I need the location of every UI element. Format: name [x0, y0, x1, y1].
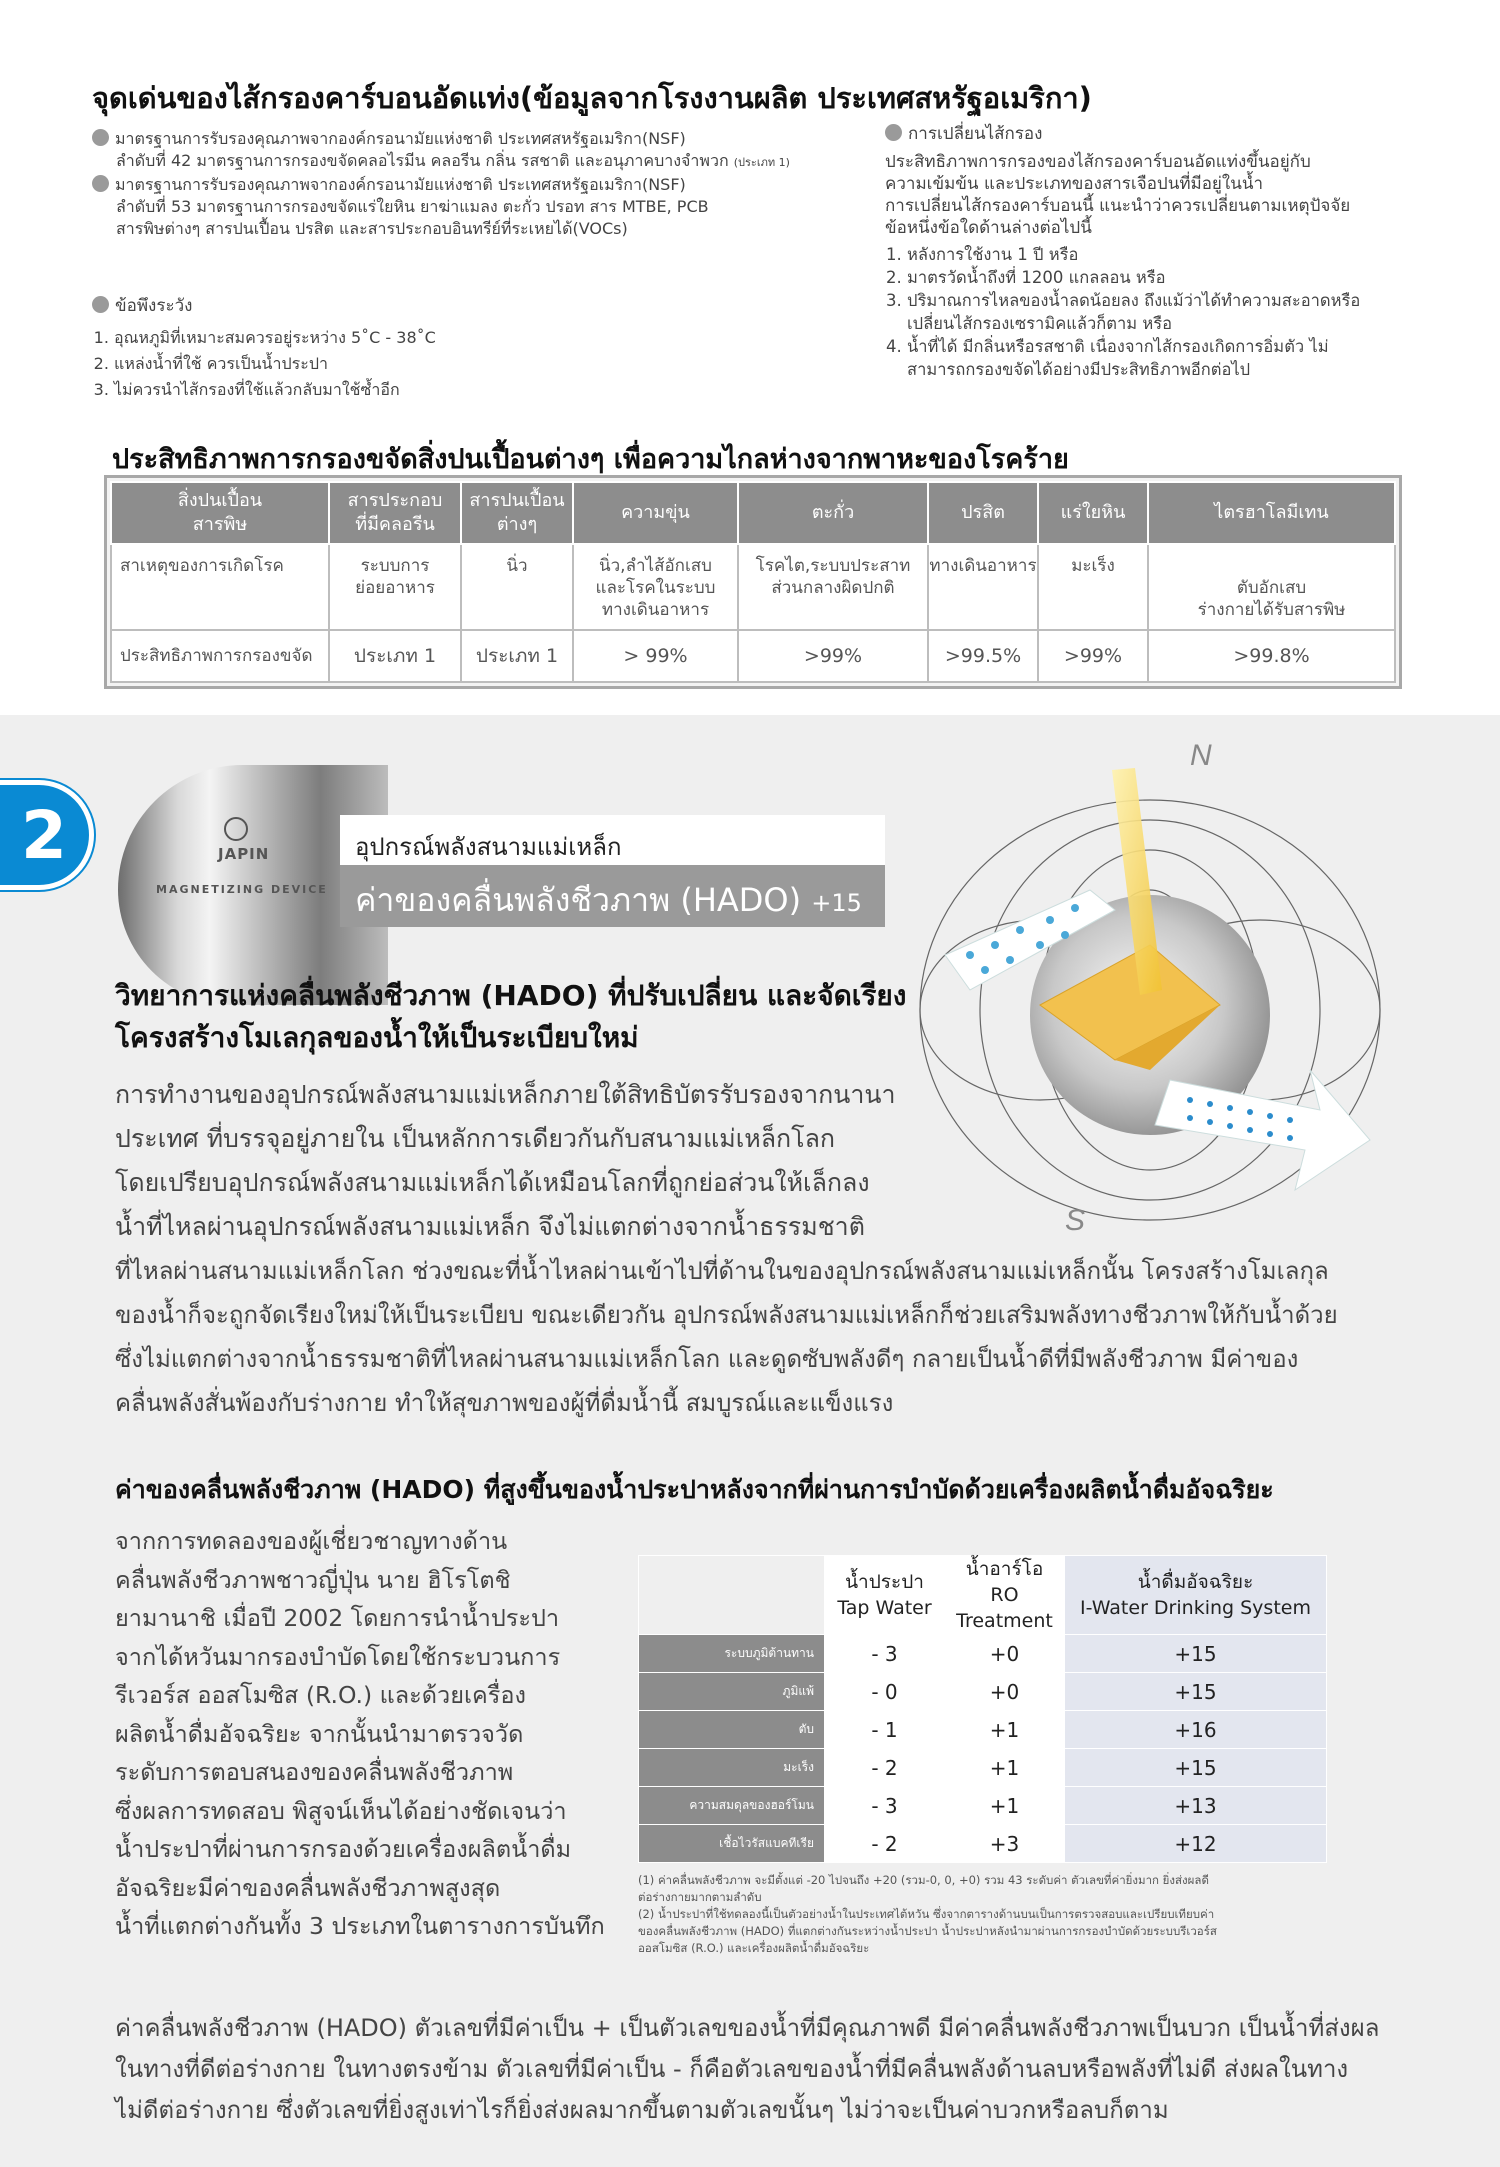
- replace-list: [885, 243, 1425, 381]
- paragraph-line: ประเทศ ที่บรรจุอยู่ภายใน เป็นหลักการเดียวกันกับสนามแม่เหล็กโลก: [115, 1124, 836, 1153]
- table1-header-cell: สารปนเปื้อน ต่างๆ: [461, 482, 573, 544]
- section-number-badge: 2: [0, 780, 94, 890]
- standard-2: [92, 174, 872, 240]
- compass-north: N: [1190, 740, 1212, 772]
- replace-title: การเปลี่ยนไส้กรอง: [908, 124, 1043, 144]
- hado-value-cell: +0: [945, 1673, 1065, 1711]
- device-label: MAGNETIZING DEVICE: [156, 883, 328, 896]
- standard-1-note: (ประเภท 1): [733, 156, 790, 169]
- replace-item: 1. หลังการใช้งาน 1 ปี หรือ: [907, 243, 1425, 266]
- device-logo-icon: [224, 817, 248, 841]
- paragraph-line: ของน้ำก็จะถูกจัดเรียงใหม่ให้เป็นระเบียบ ขณะเดียวกัน อุปกรณ์พลังสนามแม่เหล็กก็ช่วยเสริมพลังทางชีวภาพให้กับน้ำด้วย: [115, 1301, 1338, 1329]
- hado-table-row: [639, 1673, 1327, 1711]
- hado-value-cell: - 0: [825, 1673, 945, 1711]
- caution-item: 1. อุณหภูมิที่เหมาะสมควรอยู่ระหว่าง 5˚C - 38˚C: [114, 325, 512, 351]
- caution-item: 2. แหล่งน้ำที่ใช้ ควรเป็นน้ำประปา: [114, 351, 512, 377]
- paragraph-line: ไม่ดีต่อร่างกาย ซึ่งตัวเลขที่ยิ่งสูงเท่าไรก็ยิ่งส่งผลมากขึ้นตามตัวเลขนั้นๆ ไม่ว่าจะเป็นค่าบวกหรือลบก็ตาม: [115, 2096, 1169, 2124]
- section2-heading-line: โครงสร้างโมเลกุลของน้ำให้เป็นระเบียบใหม่: [115, 1021, 639, 1054]
- table1-cell: > 99%: [573, 630, 738, 682]
- table1-cell: โรคไต,ระบบประสาท ส่วนกลางผิดปกติ: [738, 544, 928, 630]
- caution-title: ข้อพึงระวัง: [115, 296, 193, 316]
- device-brand: JAPIN: [218, 845, 270, 863]
- table1-header-cell: ความขุ่น: [573, 482, 738, 544]
- section1-heading: จุดเด่นของไส้กรองคาร์บอนอัดแท่ง(ข้อมูลจากโรงงานผลิต ประเทศสหรัฐอเมริกา): [92, 81, 1092, 115]
- hado-table-wrapper: [638, 1555, 1327, 1863]
- replace-intro-line: ความเข้มข้น และประเภทของสารเจือปนที่มีอยู่ในน้ำ: [885, 174, 1263, 194]
- paragraph-line: น้ำประปาที่ผ่านการกรองด้วยเครื่องผลิตน้ำดื่ม: [115, 1835, 572, 1863]
- hado-row-label: มะเร็ง: [639, 1749, 825, 1787]
- hado-value: +15: [811, 889, 862, 917]
- note-line: (2) น้ำประปาที่ใช้ทดลองนี้เป็นตัวอย่างน้ำในประเทศไต้หวัน ซึ่งจากตารางด้านบนเป็นการตรวจสอบและเปรียบเทียบค่า: [638, 1907, 1215, 1921]
- paragraph-line: โดยเปรียบอุปกรณ์พลังสนามแม่เหล็กได้เหมือนโลกที่ถูกย่อส่วนให้เล็กลง: [115, 1168, 870, 1197]
- table1-cell: ประเภท 1: [461, 630, 573, 682]
- hado-row-label: เชื้อไวรัสแบคทีเรีย: [639, 1825, 825, 1863]
- hado-row-label: ระบบภูมิต้านทาน: [639, 1635, 825, 1673]
- bullet-dot-icon: [92, 296, 109, 313]
- table1-row-header: สาเหตุของการเกิดโรค: [111, 544, 329, 630]
- hado-table: [638, 1555, 1327, 1863]
- standard-1: [92, 128, 872, 174]
- hado-column-header: น้ำดื่มอัจฉริยะ I-Water Drinking System: [1065, 1556, 1327, 1635]
- paragraph-line: ระดับการตอบสนองของคลื่นพลังชีวภาพ: [115, 1758, 514, 1786]
- hado-value-cell: +1: [945, 1749, 1065, 1787]
- standard-1-line2: ลำดับที่ 42 มาตรฐานการกรองขจัดคลอไรมีน คลอรีน กลิ่น รสชาติ และอนุภาคบางจำพวก: [116, 151, 729, 170]
- hado-value-cell: - 2: [825, 1825, 945, 1863]
- replace-intro-line: ประสิทธิภาพการกรองของไส้กรองคาร์บอนอัดแท่งขึ้นอยู่กับ: [885, 152, 1311, 172]
- section2-heading: [115, 975, 906, 1059]
- bullet-dot-icon: [885, 124, 902, 141]
- paragraph-line: อัจฉริยะมีค่าของคลื่นพลังชีวภาพสูงสุด: [115, 1873, 501, 1902]
- hado-value-cell: +15: [1065, 1635, 1327, 1673]
- paragraph-line: คลื่นพลังชีวภาพชาวญี่ปุ่น นาย ฮิโรโตชิ: [115, 1565, 511, 1594]
- hado-table-row: [639, 1749, 1327, 1787]
- table1-header-cell: ตะกั่ว: [738, 482, 928, 544]
- caution-block: [92, 292, 512, 403]
- hado-column-header: น้ำอาร์โอ RO Treatment: [945, 1556, 1065, 1635]
- hado-value-cell: - 1: [825, 1711, 945, 1749]
- magnetic-field-illustration: [900, 740, 1420, 1240]
- hado-explanation-paragraph: [115, 2008, 1425, 2131]
- caution-list: [92, 325, 512, 403]
- standard-2-line1: มาตรฐานการรับรองคุณภาพจากองค์กรอนามัยแห่งชาติ ประเทศสหรัฐอเมริกา(NSF): [115, 175, 686, 194]
- hado-table-row: [639, 1825, 1327, 1863]
- table1-cell: นิ่ว,ลำไส้อักเสบ และโรคในระบบ ทางเดินอาหาร: [573, 544, 738, 630]
- note-line: ต่อร่างกายมากตามลำดับ: [638, 1890, 762, 1904]
- hado-table-row: [639, 1635, 1327, 1673]
- paragraph-line: ยามานาชิ เมื่อปี 2002 โดยการนำน้ำประปา: [115, 1604, 560, 1632]
- paragraph-line: การทำงานของอุปกรณ์พลังสนามแม่เหล็กภายใต้สิทธิบัตรรับรองจากนานา: [115, 1080, 896, 1109]
- hado-value-cell: +1: [945, 1711, 1065, 1749]
- table1-header-cell: ปรสิต: [928, 482, 1038, 544]
- hado-value-cell: - 3: [825, 1787, 945, 1825]
- main-paragraph: [115, 1249, 1415, 1425]
- table1-header-cell: สารประกอบ ที่มีคลอรีน: [329, 482, 461, 544]
- table1-header-cell: ไตรฮาโลมีเทน: [1148, 482, 1395, 544]
- blank-header-cell: [639, 1556, 825, 1635]
- replace-item: 2. มาตรวัดน้ำถึงที่ 1200 แกลลอน หรือ: [907, 266, 1425, 289]
- standard-1-line1: มาตรฐานการรับรองคุณภาพจากองค์กรอนามัยแห่งชาติ ประเทศสหรัฐอเมริกา(NSF): [115, 129, 686, 148]
- hado-value-cell: +15: [1065, 1749, 1327, 1787]
- replace-intro-line: ข้อหนึ่งข้อใดด้านล่างต่อไปนี้: [885, 218, 1092, 238]
- hado-value-cell: - 3: [825, 1635, 945, 1673]
- paragraph-line: ผลิตน้ำดื่มอัจฉริยะ จากนั้นนำมาตรวจวัด: [115, 1719, 524, 1748]
- paragraph-line: น้ำที่ไหลผ่านอุปกรณ์พลังสนามแม่เหล็ก จึงไม่แตกต่างจากน้ำธรรมชาติ: [115, 1212, 865, 1241]
- hado-value-cell: +15: [1065, 1673, 1327, 1711]
- replace-item: 3. ปริมาณการไหลของน้ำลดน้อยลง ถึงแม้ว่าได้ทำความสะอาดหรือ เปลี่ยนไส้กรองเซรามิคแล้วก็ตาม หรือ: [907, 289, 1425, 335]
- replace-intro: [885, 151, 1425, 239]
- table1-header-cell: สิ่งปนเปื้อน สารพิษ: [111, 482, 329, 544]
- intro-paragraph: [115, 1073, 915, 1249]
- replace-block: [885, 120, 1425, 381]
- standards-block: [92, 128, 872, 240]
- standard-2-line3: สารพิษต่างๆ สารปนเปื้อน ปรสิต และสารประกอบอินทรีย์ที่ระเหยได้(VOCs): [116, 219, 628, 238]
- table1-cell: มะเร็ง: [1038, 544, 1148, 630]
- hado-column-header: น้ำประปา Tap Water: [825, 1556, 945, 1635]
- paragraph-line: คลื่นพลังสั่นพ้องกับร่างกาย ทำให้สุขภาพของผู้ที่ดื่มน้ำนี้ สมบูรณ์และแข็งแรง: [115, 1389, 894, 1417]
- note-line: ของคลื่นพลังชีวภาพ (HADO) ที่แตกต่างกันระหว่างน้ำประปา น้ำประปาหลังนำมาผ่านการกรองบำบัดด้วยระบบรีเวอร์ส: [638, 1924, 1217, 1938]
- hado-value-cell: +16: [1065, 1711, 1327, 1749]
- table1-header-cell: แร่ใยหิน: [1038, 482, 1148, 544]
- hado-value-cell: +1: [945, 1787, 1065, 1825]
- table1-heading: ประสิทธิภาพการกรองขจัดสิ่งปนเปื้อนต่างๆ เพื่อความไกลห่างจากพาหะของโรคร้าย: [112, 444, 1069, 475]
- hado-label: ค่าของคลื่นพลังชีวภาพ (HADO): [355, 881, 802, 919]
- replace-item: 4. น้ำที่ได้ มีกลิ่นหรือรสชาติ เนื่องจากไส้กรองเกิดการอิ่มตัว ไม่ สามารถกรองขจัดได้อย่างมีประสิทธิภาพอีกต่อไป: [907, 335, 1425, 381]
- note-line: ออสโมซิส (R.O.) และเครื่องผลิตน้ำดื่มอัจฉริยะ: [638, 1941, 870, 1955]
- table1-cell: นิ่ว: [461, 544, 573, 630]
- table1-row: [111, 544, 1395, 630]
- paragraph-line: น้ำที่แตกต่างกันทั้ง 3 ประเภทในตารางการบันทึก: [115, 1912, 605, 1940]
- hado-row-label: ความสมดุลของฮอร์โมน: [639, 1787, 825, 1825]
- compass-south: S: [1065, 1204, 1086, 1237]
- table1-cell: >99%: [1038, 630, 1148, 682]
- contaminant-table: [104, 475, 1402, 689]
- paragraph-line: ซึ่งไม่แตกต่างจากน้ำธรรมชาติที่ไหลผ่านสนามแม่เหล็กโลก และดูดซับพลังดีๆ กลายเป็นน้ำดีที่มีพลังชีวภาพ มีค่าของ: [115, 1345, 1299, 1373]
- device-title-box: [340, 815, 885, 927]
- table1-header-row: [111, 482, 1395, 544]
- paragraph-line: ค่าคลื่นพลังชีวภาพ (HADO) ตัวเลขที่มีค่าเป็น + เป็นตัวเลขของน้ำที่มีคุณภาพดี มีค่าคลื่นพลังชีวภาพเป็นบวก เป็นน้ำที่ส่งผล: [115, 2014, 1380, 2042]
- table1-cell: >99.8%: [1148, 630, 1395, 682]
- water-flow-arrow-right: [1155, 1070, 1370, 1190]
- hado-table-row: [639, 1787, 1327, 1825]
- hado-value-cell: +13: [1065, 1787, 1327, 1825]
- paragraph-line: รีเวอร์ส ออสโมซิส (R.O.) และด้วยเครื่อง: [115, 1681, 526, 1709]
- table1-cell: ประเภท 1: [329, 630, 461, 682]
- bullet-dot-icon: [92, 129, 109, 146]
- experiment-paragraph: [115, 1522, 635, 1946]
- hado-table-row: [639, 1711, 1327, 1749]
- standard-2-line2: ลำดับที่ 53 มาตรฐานการกรองขจัดแร่ใยหิน ยาฆ่าแมลง ตะกั่ว ปรอท สาร MTBE, PCB: [116, 197, 709, 216]
- table-notes: [638, 1872, 1408, 1957]
- paragraph-line: จากได้หวันมากรองบำบัดโดยใช้กระบวนการ: [115, 1642, 561, 1671]
- device-title-bottom: [340, 865, 885, 927]
- hado-row-label: ตับ: [639, 1711, 825, 1749]
- table1-cell: ระบบการ ย่อยอาหาร: [329, 544, 461, 630]
- hado-comparison-heading: ค่าของคลื่นพลังชีวภาพ (HADO) ที่สูงขึ้นของน้ำประปาหลังจากที่ผ่านการบำบัดด้วยเครื่องผลิตน้ำดื่มอัจฉริยะ: [115, 1475, 1274, 1504]
- bullet-dot-icon: [92, 175, 109, 192]
- table1-row-header: ประสิทธิภาพการกรองขจัด: [111, 630, 329, 682]
- table1-cell: >99.5%: [928, 630, 1038, 682]
- hado-value-cell: +12: [1065, 1825, 1327, 1863]
- paragraph-line: ที่ไหลผ่านสนามแม่เหล็กโลก ช่วงขณะที่น้ำไหลผ่านเข้าไปที่ด้านในของอุปกรณ์พลังสนามแม่เหล็กนั้น โครงสร้างโมเลกุล: [115, 1257, 1329, 1285]
- device-title-top: อุปกรณ์พลังสนามแม่เหล็ก: [340, 815, 885, 865]
- caution-item: 3. ไม่ควรนำไส้กรองที่ใช้แล้วกลับมาใช้ซ้ำอีก: [114, 377, 512, 403]
- table1-row: [111, 630, 1395, 682]
- hado-value-cell: +0: [945, 1635, 1065, 1673]
- replace-intro-line: การเปลี่ยนไส้กรองคาร์บอนนี้ แนะนำว่าควรเปลี่ยนตามเหตุปัจจัย: [885, 196, 1351, 216]
- paragraph-line: จากการทดลองของผู้เชี่ยวชาญทางด้าน: [115, 1527, 508, 1555]
- table1-cell: ตับอักเสบ ร่างกายได้รับสารพิษ: [1148, 544, 1395, 630]
- note-line: (1) ค่าคลื่นพลังชีวภาพ จะมีตั้งแต่ -20 ไปจนถึง +20 (รวม-0, 0, +0) รวม 43 ระดับค่า ตัวเลขที่ค่ายิ่งมาก ยิ่งส่งผลดี: [638, 1873, 1209, 1887]
- hado-row-label: ภูมิแพ้: [639, 1673, 825, 1711]
- section2-heading-line: วิทยาการแห่งคลื่นพลังชีวภาพ (HADO) ที่ปรับเปลี่ยน และจัดเรียง: [115, 979, 907, 1012]
- paragraph-line: ในทางที่ดีต่อร่างกาย ในทางตรงข้าม ตัวเลขที่มีค่าเป็น - ก็คือตัวเลขของน้ำที่มีคลื่นพลังด้านลบหรือพลังที่ไม่ดี ส่งผลในทาง: [115, 2055, 1349, 2083]
- hado-value-cell: - 2: [825, 1749, 945, 1787]
- table1-cell: ทางเดินอาหาร: [928, 544, 1038, 630]
- paragraph-line: ซึ่งผลการทดสอบ พิสูจน์เห็นได้อย่างชัดเจนว่า: [115, 1796, 567, 1825]
- hado-value-cell: +3: [945, 1825, 1065, 1863]
- table1-cell: >99%: [738, 630, 928, 682]
